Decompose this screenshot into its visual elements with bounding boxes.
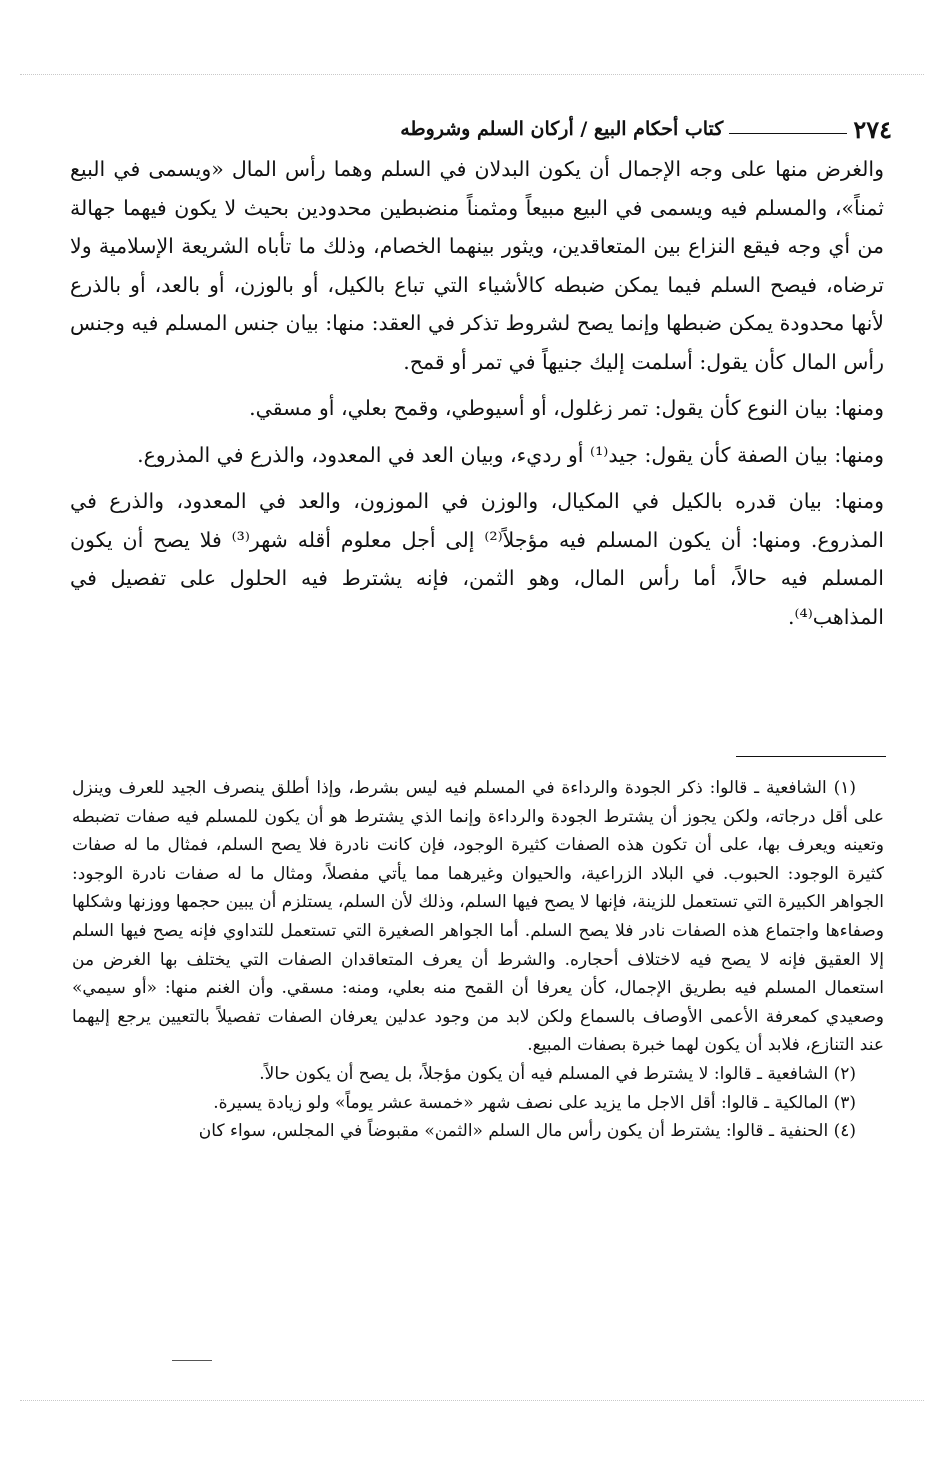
header-rule [729, 133, 847, 134]
scan-edge-bottom [20, 1400, 924, 1404]
scan-edge-top [20, 74, 924, 78]
main-text [70, 150, 884, 636]
page-header [66, 112, 892, 146]
running-title: كتاب أحكام البيع / أركان السلم وشروطه [400, 118, 724, 140]
footnote-1: (١) الشافعية ـ قالوا: ذكر الجودة والرداءة في المسلم فيه ليس بشرط، وإذا أطلق ينصرف الجيد للعرف وينزل على أقل درجاته، ولكن يجوز أن يشترط الجودة والرداءة وإنما الذي يشترط هو أن يكون للمسلم فيه صفات تضبطه وتعينه ويعرف بها، على أن تكون هذه الصفات كثيرة الوجود، فإن كانت نادرة فلا يصح السلم، فمثال ما له صفات كثيرة الوجود: الحبوب. في البلاد الزراعية، والحيوان وغيرهما مما يأتي مفصلاً، ومثال ما له صفات نادرة الوجود: الجواهر الكبيرة التي تستعمل للزينة، فإنها لا يصح فيها السلم، وذلك لأن السلم، يستلزم أن يبين حجمها ووزنها وشكلها وصفاءها واجتماع هذه الصفات نادر فلا يصح السلم. أما الجواهر الصغيرة التي تستعمل للتداوي فإنه يصح فيها السلم إلا العقيق فإنه لا يصح فيه لاختلاف أحجاره. والشرط أن يعرف المتعاقدان الصفات التي يختلف بها الغرض من استعمال المسلم فيه بطريق الإجمال، كأن يعرفا أن القمح منه بعلي، ومنه: مسقي. وأن الغنم منها: «أو سيمي» وصعيدي كمعرفة الأعمى الأوصاف بالسماع ولكن لابد من وجود عدلين يعرفان الصفات تفصيلاً بالتعيين يرجع إليهما عند التنازع، فلابد أن يكون لهما خبرة بصفات المبيع. [72, 778, 884, 1056]
paragraph: والغرض منها على وجه الإجمال أن يكون البدلان في السلم وهما رأس المال «ويسمى في البيع ثمناً»، والمسلم فيه ويسمى في البيع مبيعاً ومثمناً منضبطين محدودين بحيث لا يكون فيهما جهالة من أي وجه فيقع النزاع بين المتعاقدين، ويثور بينهما الخصام، وذلك ما تأباه الشريعة الإسلامية ولا ترضاه، فيصح السلم فيما يمكن ضبطه كالأشياء التي تباع بالكيل، أو بالوزن، أو بالعد، أو بالذرع لأنها محدودة يمكن ضبطها وإنما يصح لشروط تذكر في العقد: منها: بيان جنس المسلم فيه وجنس رأس المال كأن يقول: أسلمت إليك جنيهاً في تمر أو قمح. [70, 157, 884, 374]
paragraph: ومنها: بيان قدره بالكيل في المكيال، والوزن في الموزون، والعد في المعدود، والذرع في المذروع. ومنها: أن يكون المسلم فيه مؤجلاً⁽²⁾ إلى أجل معلوم أقله شهر⁽³⁾ فلا يصح أن يكون المسلم فيه حالاً، أما رأس المال، وهو الثمن، فإنه يشترط فيه الحلول على تفصيل في المذاهب⁽⁴⁾. [70, 489, 884, 629]
footnotes [72, 774, 884, 1146]
footnote-4: (٤) الحنفية ـ قالوا: يشترط أن يكون رأس مال السلم «الثمن» مقبوضاً في المجلس، سواء كان [198, 1121, 856, 1142]
footnote-tail-rule [172, 1360, 212, 1361]
footnote-3: (٣) المالكية ـ قالوا: أقل الاجل ما يزيد على نصف شهر «خمسة عشر يوماً» ولو زيادة يسيرة. [213, 1092, 856, 1113]
footnote-2: (٢) الشافعية ـ قالوا: لا يشترط في المسلم فيه أن يكون مؤجلاً، بل يصح أن يكون حالاً. [259, 1063, 856, 1084]
paragraph: ومنها: بيان الصفة كأن يقول: جيد⁽¹⁾ أو رديء، وبيان العد في المعدود، والذرع في المذروع. [137, 442, 884, 467]
page-number: ٢٧٤ [853, 114, 892, 144]
paragraph: ومنها: بيان النوع كأن يقول: تمر زغلول، أو أسيوطي، وقمح بعلي، أو مسقي. [249, 396, 884, 420]
footnote-separator [736, 756, 886, 757]
